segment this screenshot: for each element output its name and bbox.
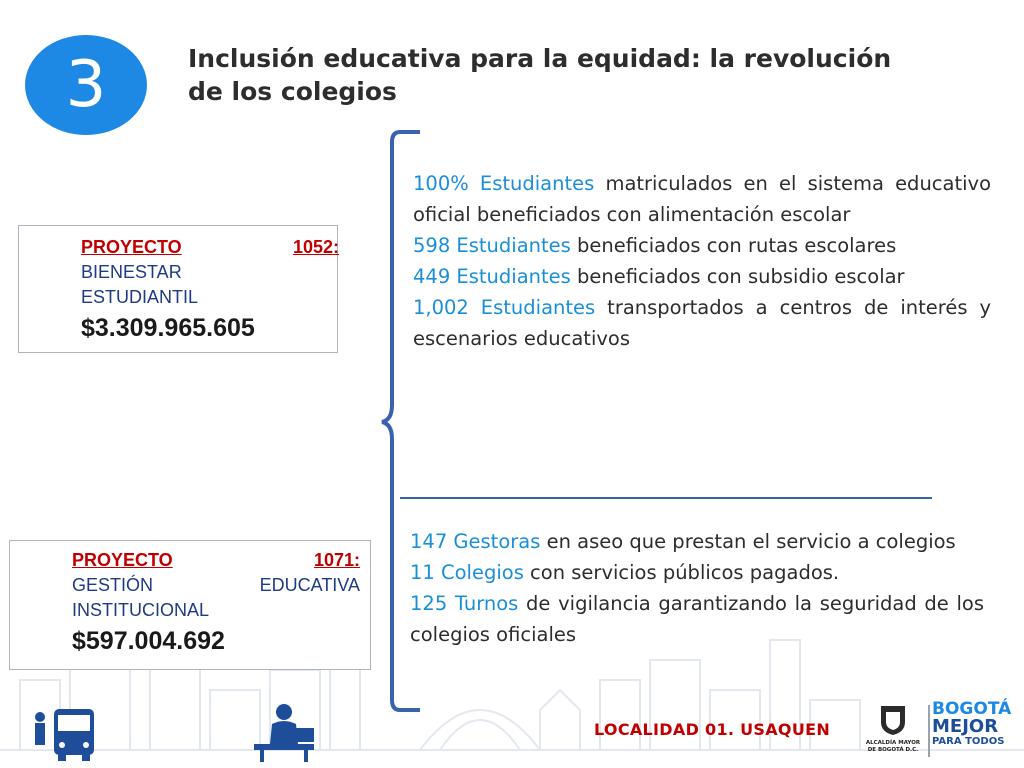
bogota-mejor-logo bbox=[932, 700, 1022, 748]
project-number: 1052: bbox=[292, 237, 339, 257]
item-text: beneficiados con subsidio escolar bbox=[570, 265, 905, 288]
bogota-logo-line3: PARA TODOS bbox=[932, 736, 1005, 747]
highlight-text: 1,002 Estudiantes bbox=[413, 296, 596, 319]
project-1052-title bbox=[81, 235, 339, 260]
project-1052-box bbox=[18, 225, 338, 353]
project-1052-results bbox=[413, 168, 991, 354]
project-1071-results bbox=[410, 526, 984, 650]
highlight-text: 11 Colegios bbox=[410, 561, 524, 584]
project-1071-name-line2: INSTITUCIONAL bbox=[72, 600, 210, 620]
project-1052-name-line2: ESTUDIANTIL bbox=[81, 287, 199, 307]
highlight-text: 100% Estudiantes bbox=[413, 172, 595, 195]
alcaldia-logo bbox=[862, 702, 924, 762]
list-item bbox=[410, 526, 984, 557]
section-number-badge: 3 bbox=[25, 35, 147, 135]
item-text: de vigilancia garantizando la seguridad de los colegios oficiales bbox=[410, 592, 985, 646]
footer-locality: LOCALIDAD 01. USAQUEN bbox=[594, 720, 831, 739]
project-label: PROYECTO bbox=[81, 237, 182, 257]
highlight-text: 125 Turnos bbox=[410, 592, 519, 615]
project-1071-box bbox=[9, 540, 371, 670]
project-1071-title bbox=[72, 548, 360, 573]
list-item bbox=[413, 292, 991, 354]
project-1052-name-line1: BIENESTAR bbox=[81, 262, 182, 282]
item-text: beneficiados con rutas escolares bbox=[570, 234, 897, 257]
school-bus-icon bbox=[30, 705, 100, 763]
item-text: con servicios públicos pagados. bbox=[523, 561, 840, 584]
list-item bbox=[410, 557, 984, 588]
project-label: PROYECTO bbox=[72, 550, 173, 570]
bogota-logo-line1: BOGOTÁ bbox=[932, 699, 1012, 719]
student-computer-icon bbox=[252, 700, 317, 762]
project-name-word: GESTIÓN bbox=[72, 575, 154, 595]
highlight-text: 449 Estudiantes bbox=[413, 265, 571, 288]
list-item bbox=[413, 230, 991, 261]
project-name-word: EDUCATIVA bbox=[259, 575, 360, 595]
alcaldia-logo-text: ALCALDÍA MAYOR DE BOGOTÁ D.C. bbox=[865, 740, 921, 753]
section-divider bbox=[400, 497, 932, 499]
page-title: Inclusión educativa para la equidad: la revolución de los colegios bbox=[188, 44, 892, 106]
item-text: en aseo que prestan el servicio a colegios bbox=[540, 530, 956, 553]
list-item bbox=[413, 261, 991, 292]
highlight-text: 147 Gestoras bbox=[410, 530, 541, 553]
highlight-text: 598 Estudiantes bbox=[413, 234, 571, 257]
list-item bbox=[410, 588, 984, 650]
bogota-logo-line2: MEJOR bbox=[932, 716, 999, 737]
project-1052-amount: $3.309.965.605 bbox=[81, 314, 255, 342]
item-text: transportados a centros de interés y escenarios educativos bbox=[413, 296, 992, 350]
coat-of-arms-icon bbox=[878, 702, 908, 736]
logo-separator bbox=[928, 705, 930, 757]
project-number: 1071: bbox=[313, 550, 360, 570]
project-1071-amount: $597.004.692 bbox=[72, 627, 225, 655]
list-item bbox=[413, 168, 991, 230]
project-1071-name-line1 bbox=[72, 573, 360, 598]
item-text: matriculados en el sistema educativo oficial beneficiados con alimentación escolar bbox=[413, 172, 992, 226]
